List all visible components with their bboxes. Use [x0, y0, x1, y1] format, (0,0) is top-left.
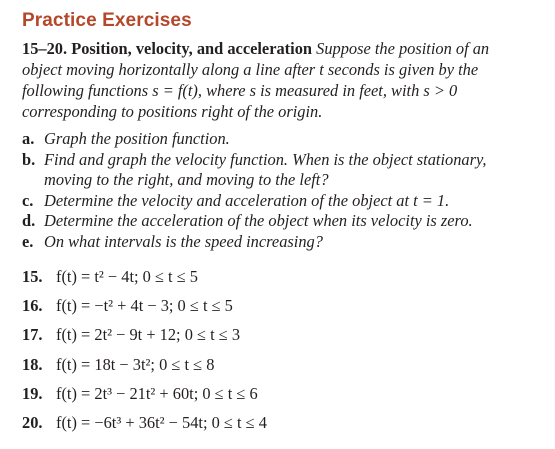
part-letter: d. — [22, 211, 36, 230]
problem-formula: f(t) = 2t³ − 21t² + 60t; 0 ≤ t ≤ 6 — [56, 383, 258, 403]
problem-item — [22, 262, 533, 291]
part-letter: b. — [22, 149, 36, 169]
part-item — [22, 211, 533, 232]
problem-number: 19. — [22, 383, 43, 403]
intro-paragraph — [22, 38, 533, 122]
part-letter: a. — [22, 129, 35, 148]
problem-item — [22, 408, 533, 437]
problem-formula: f(t) = −t² + 4t − 3; 0 ≤ t ≤ 5 — [56, 296, 233, 316]
part-text: Determine the acceleration of the object when its velocity is zero. — [44, 211, 473, 230]
part-item — [22, 232, 533, 253]
problem-number: 16. — [22, 296, 43, 316]
problem-formula: f(t) = t² − 4t; 0 ≤ t ≤ 5 — [56, 267, 199, 286]
intro-text: Suppose the position of an object moving horizontally along a line after t seconds is given by the following functions s = f(t), where s is measured in feet, with s > 0 corresponding to positions right of the origin. — [22, 39, 490, 121]
part-letter: e. — [22, 231, 34, 251]
problem-number: 17. — [22, 325, 43, 345]
part-item — [22, 150, 533, 191]
problem-formula: f(t) = −6t³ + 36t² − 54t; 0 ≤ t ≤ 4 — [56, 412, 267, 432]
parts-list — [22, 129, 533, 252]
part-item — [22, 191, 533, 212]
intro-title: Position, velocity, and acceleration — [71, 39, 313, 58]
problem-item — [22, 350, 533, 379]
part-item — [22, 129, 533, 150]
problem-item — [22, 291, 533, 320]
problem-item — [22, 379, 533, 408]
problem-number: 15. — [22, 267, 43, 286]
part-text: Graph the position function. — [44, 129, 230, 148]
problem-number: 18. — [22, 354, 43, 374]
part-text: Determine the velocity and acceleration of the object at t = 1. — [44, 190, 450, 210]
problems-list — [22, 262, 533, 437]
problem-formula: f(t) = 2t² − 9t + 12; 0 ≤ t ≤ 3 — [56, 325, 241, 345]
section-heading: Practice Exercises — [22, 10, 192, 31]
problem-number: 20. — [22, 412, 43, 432]
problem-formula: f(t) = 18t − 3t²; 0 ≤ t ≤ 8 — [56, 354, 215, 374]
part-letter: c. — [22, 190, 34, 210]
intro-number: 15–20. — [22, 39, 68, 58]
part-text: Find and graph the velocity function. When is the object stationary, moving to the right, and moving to the left? — [44, 149, 487, 189]
part-text: On what intervals is the speed increasing? — [44, 231, 323, 251]
problem-item — [22, 320, 533, 349]
